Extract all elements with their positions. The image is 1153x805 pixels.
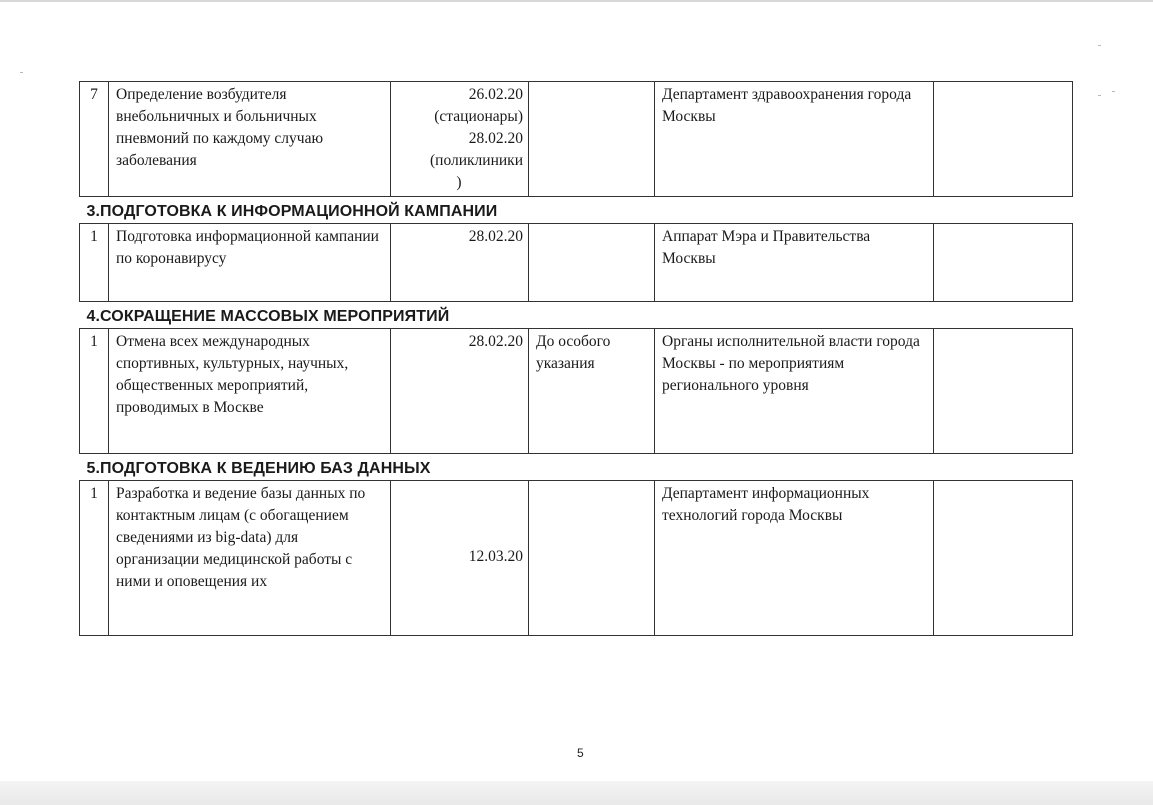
page-number: 5 bbox=[577, 746, 584, 760]
row-number: 1 bbox=[80, 481, 109, 636]
responsible-cell: Департамент здравоохранения города Москвы bbox=[655, 82, 934, 197]
section-heading bbox=[80, 454, 1073, 481]
date-line: ) bbox=[456, 174, 462, 191]
responsible-cell: Департамент информационных технологий города Москвы bbox=[655, 481, 934, 636]
section-heading-row bbox=[80, 197, 1073, 224]
date-line: (стационары) bbox=[434, 108, 523, 125]
section-heading-row bbox=[80, 302, 1073, 329]
note-cell bbox=[934, 224, 1073, 302]
table-row bbox=[80, 224, 1073, 302]
date-line: 28.02.20 bbox=[468, 130, 523, 147]
scan-speck bbox=[1112, 91, 1115, 92]
row-number: 1 bbox=[80, 224, 109, 302]
task-cell: Определение возбудителя внебольничных и больничных пневмоний по каждому случаю заболевания bbox=[109, 82, 391, 197]
row-number: 1 bbox=[80, 329, 109, 454]
term-cell bbox=[529, 224, 655, 302]
section-title: 4.СОКРАЩЕНИЕ МАССОВЫХ МЕРОПРИЯТИЙ bbox=[86, 308, 450, 325]
date-cell: 28.02.20 bbox=[391, 329, 529, 454]
table-row bbox=[80, 329, 1073, 454]
section-heading bbox=[80, 302, 1073, 329]
date-line: (поликлиники bbox=[429, 152, 523, 169]
task-cell: Отмена всех международных спортивных, культурных, научных, общественных мероприятий, проводимых в Москве bbox=[109, 329, 391, 454]
date-value: 12.03.20 bbox=[468, 548, 523, 565]
row-number: 7 bbox=[80, 82, 109, 197]
note-cell bbox=[934, 82, 1073, 197]
section-title: 5.ПОДГОТОВКА К ВЕДЕНИЮ БАЗ ДАННЫХ bbox=[86, 460, 431, 477]
responsible-cell: Аппарат Мэра и Правительства Москвы bbox=[655, 224, 934, 302]
date-cell bbox=[391, 481, 529, 636]
page-top-edge bbox=[0, 0, 1153, 2]
section-heading bbox=[80, 197, 1073, 224]
task-cell: Разработка и ведение базы данных по контактным лицам (с обогащением сведениями из big-data) для организации медицинской работы с ними и оповещения их bbox=[109, 481, 391, 636]
note-cell bbox=[934, 481, 1073, 636]
scan-speck bbox=[1098, 95, 1101, 96]
scan-speck bbox=[1098, 45, 1101, 46]
date-cell bbox=[391, 82, 529, 197]
date-cell: 28.02.20 bbox=[391, 224, 529, 302]
date-line: 26.02.20 bbox=[468, 86, 523, 103]
responsible-cell: Органы исполнительной власти города Москвы - по мероприятиям регионального уровня bbox=[655, 329, 934, 454]
task-cell: Подготовка информационной кампании по коронавирусу bbox=[109, 224, 391, 302]
section-heading-row bbox=[80, 454, 1073, 481]
note-cell bbox=[934, 329, 1073, 454]
term-cell bbox=[529, 82, 655, 197]
measures-table bbox=[79, 81, 1073, 636]
scan-speck bbox=[20, 72, 23, 73]
table-row bbox=[80, 82, 1073, 197]
table-row bbox=[80, 481, 1073, 636]
section-title: 3.ПОДГОТОВКА К ИНФОРМАЦИОННОЙ КАМПАНИИ bbox=[86, 203, 498, 220]
page-bottom-edge bbox=[0, 781, 1153, 805]
term-cell: До особого указания bbox=[529, 329, 655, 454]
term-cell bbox=[529, 481, 655, 636]
